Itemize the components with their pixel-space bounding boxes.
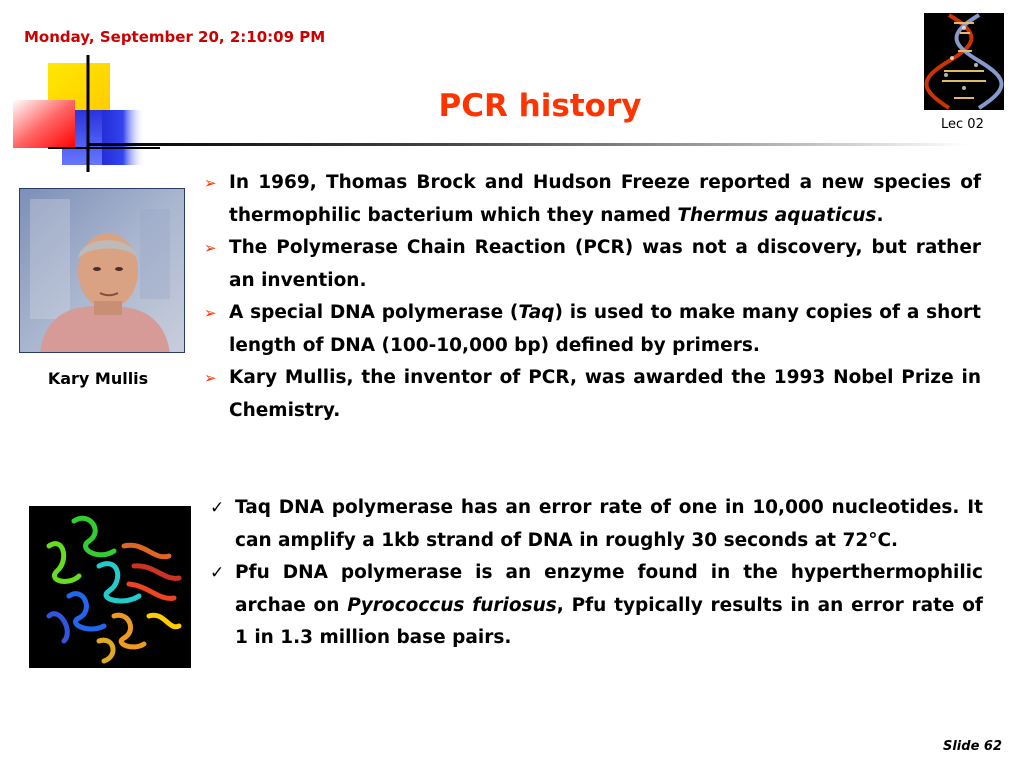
bullet-emphasis: Pyrococcus furiosus [347, 594, 557, 616]
bullet-emphasis: Taq [518, 302, 555, 323]
portrait-photo [19, 188, 185, 353]
bullet-text: Taq DNA polymerase has an error rate of one in 10,000 nucleotides. It can amplify a 1kb strand of DNA in roughly 30 seconds at 72°C. [235, 497, 983, 551]
lecture-label: Lec 02 [941, 117, 984, 132]
list-item [209, 492, 983, 557]
list-item [203, 232, 981, 297]
arrow-bullet-icon: ➢ [204, 174, 217, 192]
portrait-caption: Kary Mullis [47, 369, 149, 388]
checkmark-bullet-icon: ✓ [210, 563, 225, 583]
protein-structure-icon [29, 506, 191, 668]
bullet-text: Kary Mullis, the inventor of PCR, was awarded the 1993 Nobel Prize in Chemistry. [229, 367, 981, 421]
list-item [203, 297, 981, 362]
arrow-bullet-icon: ➢ [204, 304, 217, 322]
bullet-text: In 1969, Thomas Brock and Hudson Freeze reported a new species of thermophilic bacterium which they named [229, 172, 981, 226]
list-item [203, 362, 981, 427]
list-item [203, 167, 981, 232]
arrow-bullet-icon: ➢ [204, 239, 217, 257]
title-divider [88, 143, 968, 146]
dna-double-helix-icon [924, 13, 1004, 110]
bullet-emphasis: Thermus aquaticus [677, 204, 877, 226]
bullet-text: Pfu DNA polymerase is an enzyme found in the hyperthermophilic archae on [235, 562, 983, 616]
polymerase-bullet-list [209, 492, 983, 655]
slide-title: PCR history [438, 88, 642, 124]
bullet-text: ) is used to make many copies of a short length of DNA (100-10,000 bp) defined by primers. [229, 302, 981, 356]
arrow-bullet-icon: ➢ [204, 369, 217, 387]
history-bullet-list [203, 167, 981, 427]
bullet-text: , Pfu typically results in an error rate of 1 in 1.3 million base pairs. [235, 594, 983, 648]
bullet-text: A special DNA polymerase ( [229, 302, 519, 323]
bullet-text: . [876, 204, 884, 226]
checkmark-bullet-icon: ✓ [210, 498, 225, 518]
list-item [209, 557, 983, 655]
decorative-squares [0, 0, 160, 175]
slide-number: Slide 62 [942, 739, 1002, 754]
date-stamp: Monday, September 20, 2:10:09 PM [24, 28, 326, 46]
bullet-text: The Polymerase Chain Reaction (PCR) was not a discovery, but rather an invention. [229, 237, 981, 291]
